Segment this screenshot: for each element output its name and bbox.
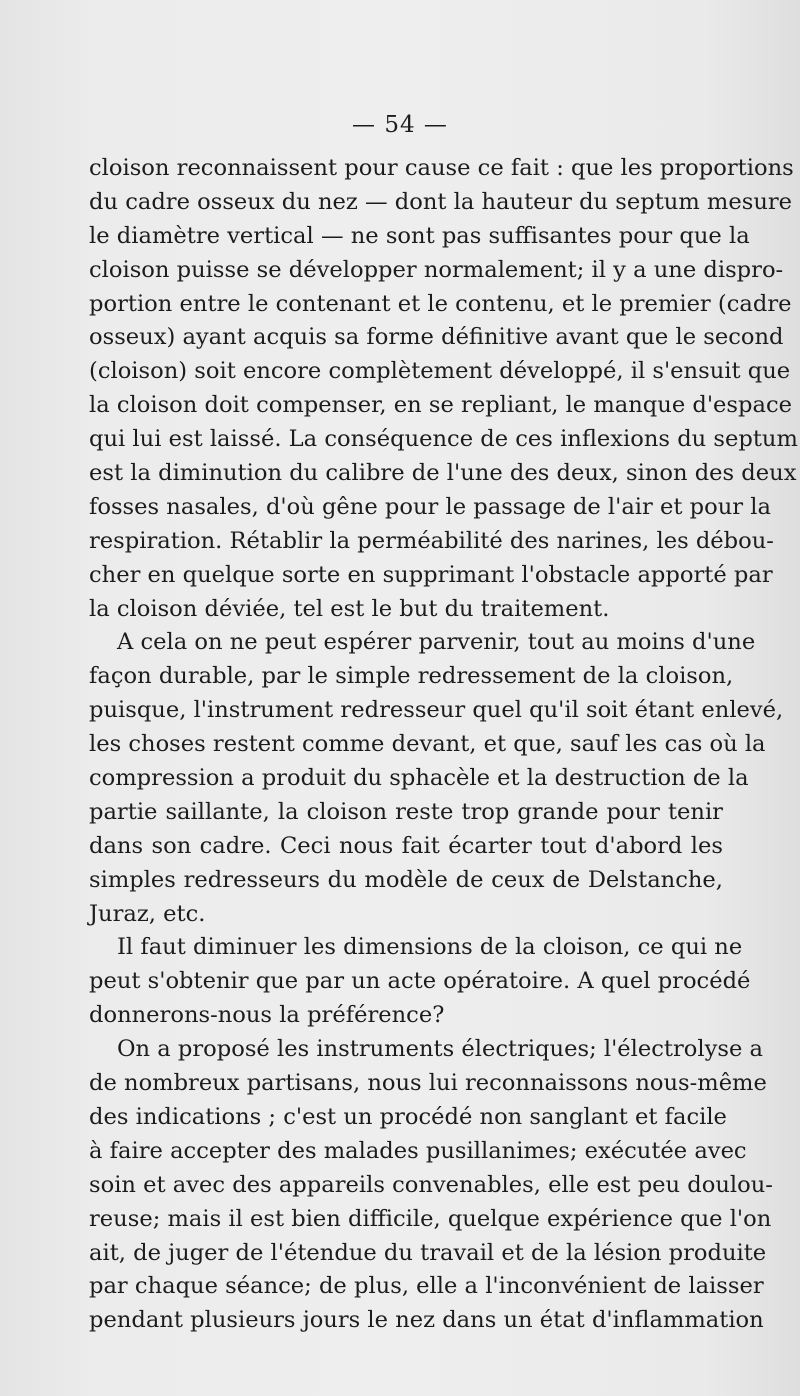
text-line: des indications ; c'est un procédé non sanglant et facile [89,1103,727,1130]
text-line: Il faut diminuer les dimensions de la cloison, ce qui ne [117,934,743,961]
text-line: Juraz, etc. [89,900,206,927]
text-line: donnerons-nous la préférence? [89,1002,445,1029]
text-line: qui lui est laissé. La conséquence de ces inflexions du septum [89,426,798,453]
text-line: de nombreux partisans, nous lui reconnaissons nous-même [89,1070,767,1097]
text-line: puisque, l'instrument redresseur quel qu'il soit étant enlevé, [89,697,784,724]
text-line: (cloison) soit encore complètement développé, il s'ensuit que [89,358,791,385]
paragraph [89,931,751,1033]
text-line: du cadre osseux du nez — dont la hauteur du septum mesure [89,188,793,215]
text-line: compression a produit du sphacèle et la destruction de la [89,765,749,792]
text-line: osseux) ayant acquis sa forme définitive avant que le second [89,324,784,351]
text-line: à faire accepter des malades pusillanimes; exécutée avec [89,1137,747,1164]
text-line: le diamètre vertical — ne sont pas suffisantes pour que la [89,222,750,249]
text-line: cher en quelque sorte en supprimant l'obstacle apporté par [89,561,773,588]
text-line: fosses nasales, d'où gêne pour le passage de l'air et pour la [89,493,771,520]
text-line: soin et avec des appareils convenables, elle est peu doulou- [89,1171,773,1198]
text-line: partie saillante, la cloison reste trop grande pour tenir [89,798,723,825]
text-line: A cela on ne peut espérer parvenir, tout au moins d'une [117,629,756,656]
text-line: la cloison doit compenser, en se repliant, le manque d'espace [89,392,792,419]
text-line: pendant plusieurs jours le nez dans un état d'inflammation [89,1307,764,1334]
text-line: respiration. Rétablir la perméabilité des narines, les débou- [89,527,774,554]
text-line: la cloison déviée, tel est le but du traitement. [89,595,610,622]
paragraph [89,1033,773,1338]
text-line: cloison reconnaissent pour cause ce fait : que les proportions [89,155,794,181]
page-number: — 54 — [352,112,448,138]
text-line: dans son cadre. Ceci nous fait écarter tout d'abord les [89,832,723,859]
text-line: est la diminution du calibre de l'une des deux, sinon des deux [89,460,797,487]
paragraph [89,152,798,626]
text-line: peut s'obtenir que par un acte opératoire. A quel procédé [89,968,751,995]
text-line: On a proposé les instruments électriques; l'électrolyse a [117,1036,764,1063]
text-line: ait, de juger de l'étendue du travail et de la lésion produite [89,1239,767,1266]
text-line: façon durable, par le simple redressement de la cloison, [89,663,734,690]
text-line: les choses restent comme devant, et que, sauf les cas où la [89,731,766,758]
body-text [89,152,798,1338]
text-line: simples redresseurs du modèle de ceux de Delstanche, [89,866,723,893]
text-line: reuse; mais il est bien difficile, quelque expérience que l'on [89,1205,772,1232]
text-line: portion entre le contenant et le contenu, et le premier (cadre [89,290,792,317]
text-line: par chaque séance; de plus, elle a l'inconvénient de laisser [89,1273,764,1300]
paragraph [89,626,784,931]
text-line: cloison puisse se développer normalement; il y a une dispro- [89,256,784,283]
